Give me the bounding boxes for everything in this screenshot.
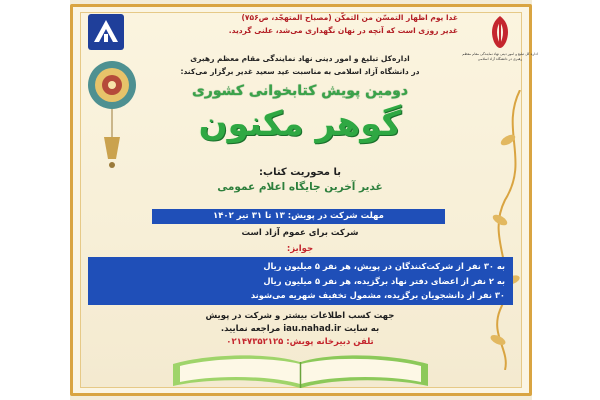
logo-caption: اداره کل تبلیغ و امور دینی نهاد نمایندگی مقام معظم رهبری در دانشگاه آزاد اسلامی <box>462 52 538 61</box>
right-margin <box>532 0 600 400</box>
book-name: غدیر آخرین جایگاه اعلام عمومی <box>217 181 383 193</box>
secretariat-phone: تلفن دبیرخانه پویش: ۰۲۱۴۷۳۵۲۱۲۵ <box>226 337 374 347</box>
event-title: گوهر مکنون <box>198 104 402 144</box>
organizer-line-2: در دانشگاه آزاد اسلامی به مناسبت عید سعید غدیر برگزار می‌کند: <box>180 67 420 76</box>
prize-item: به ۲ نفر از اعضای دفتر نهاد برگزیده، هر نفر ۵ میلیون ریال <box>263 275 505 286</box>
deadline-banner: مهلت شرکت در پویش: ۱۳ تا ۳۱ تیر ۱۴۰۲ <box>152 209 445 224</box>
event-subtitle: دومین پویش کتابخوانی کشوری <box>191 83 409 99</box>
book-label: با محوریت کتاب: <box>259 167 341 178</box>
organizer-line-1: اداره‌کل تبلیغ و امور دینی نهاد نمایندگی مقام معظم رهبری <box>190 54 410 63</box>
info-website-line[interactable]: به سایت iau.nahad.ir مراجعه نمایید. <box>220 324 380 334</box>
left-margin <box>0 0 70 400</box>
emblem-of-iran-icon <box>480 12 520 52</box>
prizes-banner <box>88 257 513 305</box>
hadith-quote-arabic: غدا یوم اظهار التمسّن من التمکّن (مصباح المتهجّد، ص۷۵۶) <box>241 13 458 22</box>
prizes-heading: جوایز: <box>286 244 314 254</box>
open-book-icon <box>168 342 433 392</box>
prize-item: به ۳۰ نفر از شرکت‌کنندگان در پویش، هر نفر ۵ میلیون ریال <box>263 261 505 271</box>
open-to-public-text: شرکت برای عموم آزاد است <box>241 228 359 238</box>
hadith-quote-persian: غدیر روزی است که آنچه در نهان نگهداری می‌شد، علنی گردید. <box>228 26 458 35</box>
vine-ornament-right <box>460 90 530 370</box>
info-line-1: جهت کسب اطلاعات بیشتر و شرکت در پویش <box>205 311 395 321</box>
university-logo-icon <box>86 12 126 52</box>
prize-item: ۳۰ نفر از دانشجویان برگزیده، مشمول تخفیف شهریه می‌شوند <box>250 290 505 300</box>
